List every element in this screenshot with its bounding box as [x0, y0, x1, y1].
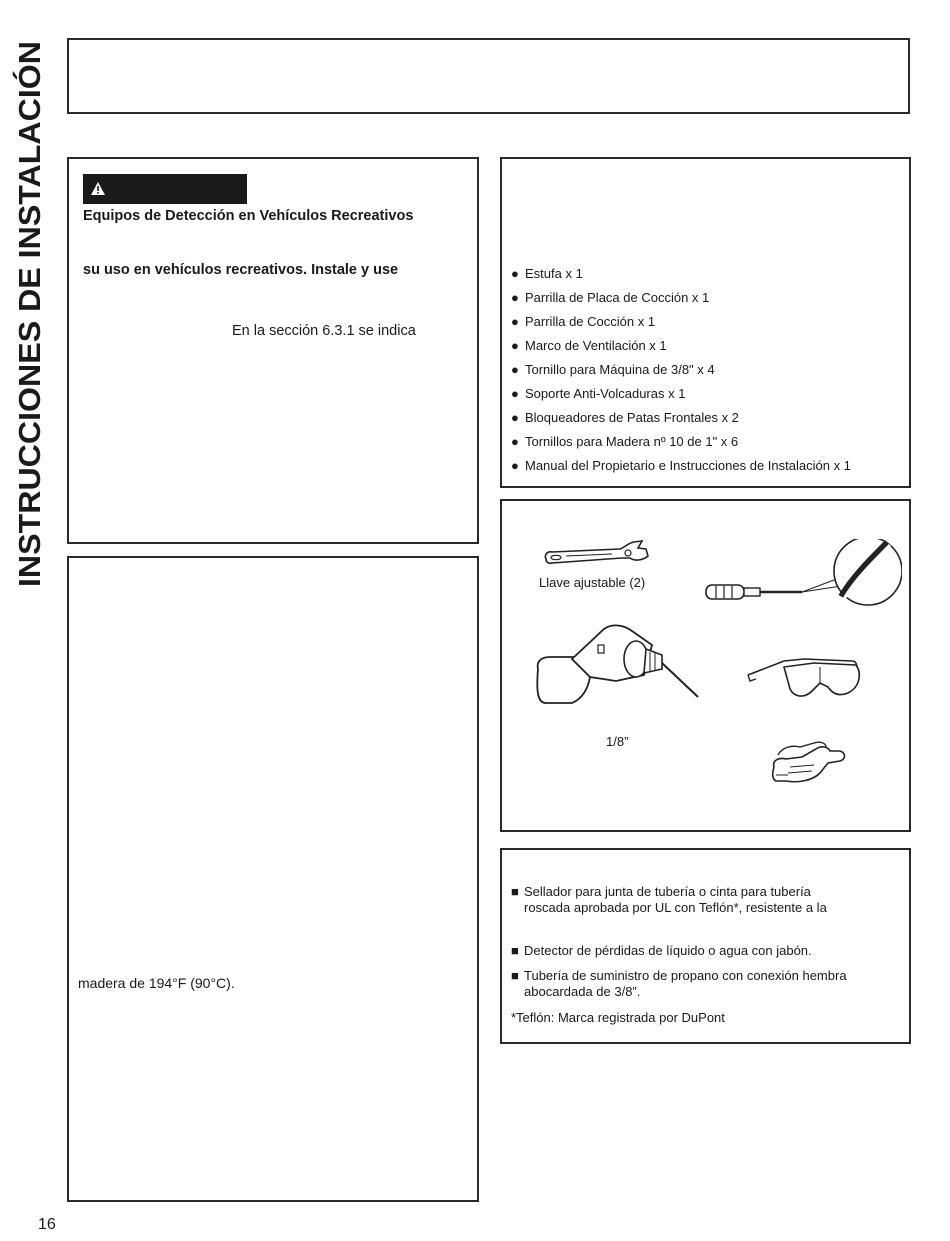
warning-line-2: su uso en vehículos recreativos. Instale y use — [83, 262, 399, 278]
cordless-drill-icon — [532, 619, 702, 709]
gloves-icon — [768, 737, 848, 789]
adjustable-wrench-icon — [542, 539, 652, 571]
warning-heading: Equipos de Detección en Vehículos Recreativos — [83, 208, 414, 224]
materials-item-2-text: Detector de pérdidas de líquido o agua con jabón. — [524, 943, 812, 958]
materials-item-1-line-1: Sellador para junta de tubería o cinta para tubería — [524, 884, 811, 899]
side-title — [8, 40, 52, 588]
left-lower-text: madera de 194°F (90°C). — [78, 975, 235, 991]
list-item: ● Parrilla de Cocción x 1 — [511, 314, 656, 329]
list-item: ● Bloqueadores de Patas Frontales x 2 — [511, 410, 739, 425]
header-box — [67, 38, 910, 114]
list-item: ● Manual del Propietario e Instrucciones de Instalación x 1 — [511, 458, 851, 473]
parts-list — [511, 265, 851, 481]
list-item: ● Soporte Anti-Volcaduras x 1 — [511, 386, 686, 401]
warning-line-3: En la sección 6.3.1 se indica — [232, 323, 416, 339]
warning-box — [67, 157, 479, 544]
list-item: ● Tornillos para Madera nº 10 de 1" x 6 — [511, 434, 739, 449]
safety-glasses-icon — [744, 653, 866, 711]
side-title-text: INSTRUCCIONES DE INSTALACIÓN — [12, 60, 47, 587]
list-item: ● Parrilla de Placa de Cocción x 1 — [511, 290, 710, 305]
wrench-label: Llave ajustable (2) — [539, 575, 646, 590]
drill-bit-label: 1/8” — [606, 734, 629, 749]
parts-box — [500, 157, 911, 488]
left-lower-box — [67, 556, 479, 1202]
materials-footnote: *Teflón: Marca registrada por DuPont — [511, 1010, 725, 1025]
screwdriver-icon — [702, 539, 902, 639]
page-number: 16 — [38, 1216, 56, 1233]
warning-triangle-icon — [91, 182, 105, 195]
materials-item-3-line-1: Tubería de suministro de propano con conexión hembra — [524, 968, 847, 983]
list-item: ● Tornillo para Máquina de 3/8" x 4 — [511, 362, 715, 377]
materials-item-1: ■ Sellador para junta de tubería o cinta para tubería roscada aprobada por UL con Teflón*, resistente a la — [511, 884, 827, 915]
materials-item-2: ■ Detector de pérdidas de líquido o agua con jabón. — [511, 943, 812, 958]
materials-item-3: ■ Tubería de suministro de propano con conexión hembra abocardada de 3/8”. — [511, 968, 847, 999]
materials-item-1-line-2: roscada aprobada por UL con Teflón*, resistente a la — [524, 900, 827, 915]
warning-tag — [83, 174, 247, 204]
materials-item-3-line-2: abocardada de 3/8”. — [524, 984, 641, 999]
materials-box — [500, 848, 911, 1044]
tools-box — [500, 499, 911, 832]
list-item: ● Marco de Ventilación x 1 — [511, 338, 667, 353]
list-item: ● Estufa x 1 — [511, 266, 583, 281]
